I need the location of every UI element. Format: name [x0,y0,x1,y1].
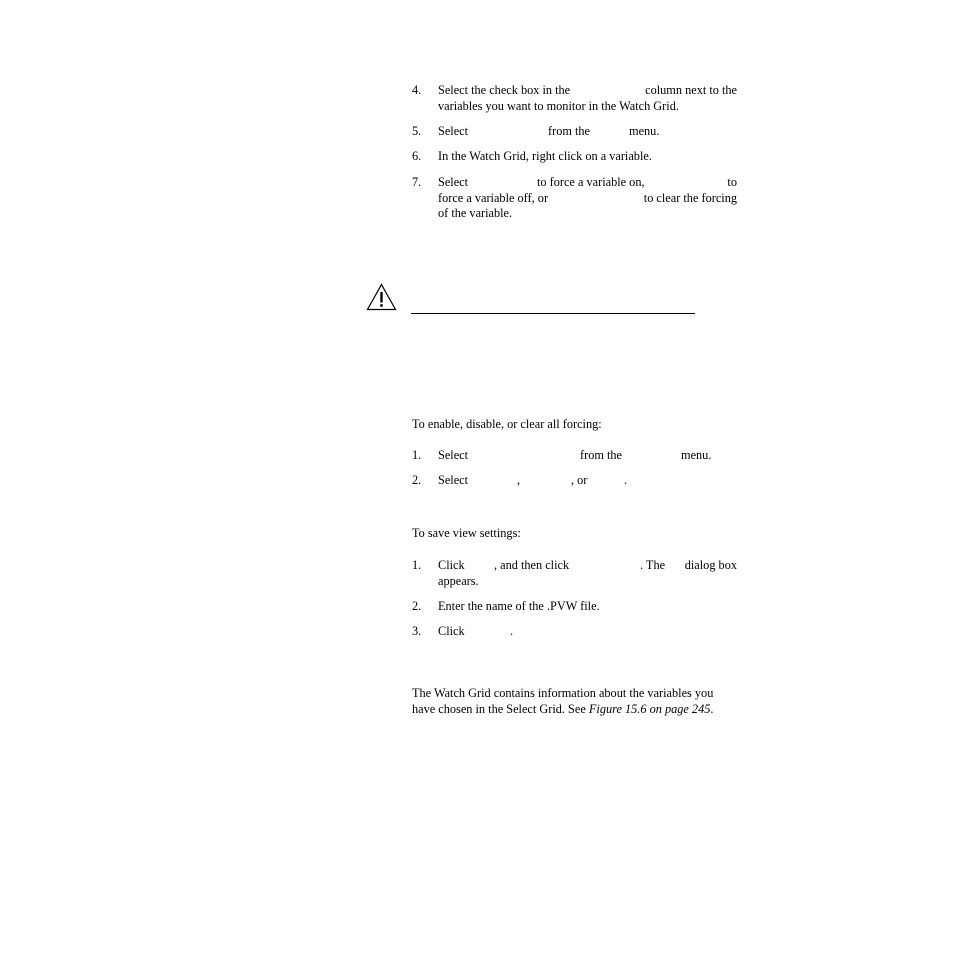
step-number: 1. [412,448,422,462]
step-number: 1. [412,558,422,572]
step-text: from the [580,448,623,462]
paragraph-text: . [710,701,714,716]
step-text: Select [438,175,469,189]
step-text: Select [438,124,469,138]
save-intro: To save view settings: [412,526,521,540]
step-text: . The [640,558,666,572]
step-text: Select [438,448,469,462]
step-text: . [624,473,628,487]
step-number: 7. [412,175,422,189]
step-text: dialog box [684,558,737,572]
step-text: variables you want to monitor in the Watch Grid. [438,98,679,113]
watch-grid-paragraph [412,686,737,717]
step-number: 2. [412,473,422,487]
step-text: force a variable off, or [438,190,549,205]
step-text: Click [438,558,465,572]
step-text: appears. [438,573,479,588]
step-text: , [517,473,521,487]
step-text: , or [571,473,588,487]
warning-rule [411,313,695,314]
step-text: Enter the name of the .PVW file. [438,599,600,613]
step-text: from the [548,124,591,138]
warning-icon [366,283,397,311]
step-text: Select [438,473,469,487]
step-number: 2. [412,599,422,613]
step-number: 5. [412,124,422,138]
step-text: . [510,624,514,638]
figure-reference-link[interactable]: Figure 15.6 on page 245 [588,701,711,716]
paragraph-text: have chosen in the Select Grid. See [412,701,589,716]
step-number: 6. [412,149,422,163]
step-text: to force a variable on, [537,175,645,189]
step-text: to [727,175,737,189]
step-text: of the variable. [438,206,513,220]
step-text: , and then click [494,558,570,572]
step-text: Select the check box in the [438,83,571,97]
step-text: to clear the forcing [643,190,737,205]
step-text: Click [438,624,465,638]
step-text: In the Watch Grid, right click on a variable. [438,149,652,163]
forcing-intro: To enable, disable, or clear all forcing: [412,417,602,431]
step-text: column next to the [645,83,737,97]
step-number: 4. [412,83,422,97]
step-text: menu. [681,448,712,462]
paragraph-line [412,702,737,718]
step-text: menu. [629,124,660,138]
paragraph-line: The Watch Grid contains information about the variables you [412,686,714,700]
step-number: 3. [412,624,422,638]
